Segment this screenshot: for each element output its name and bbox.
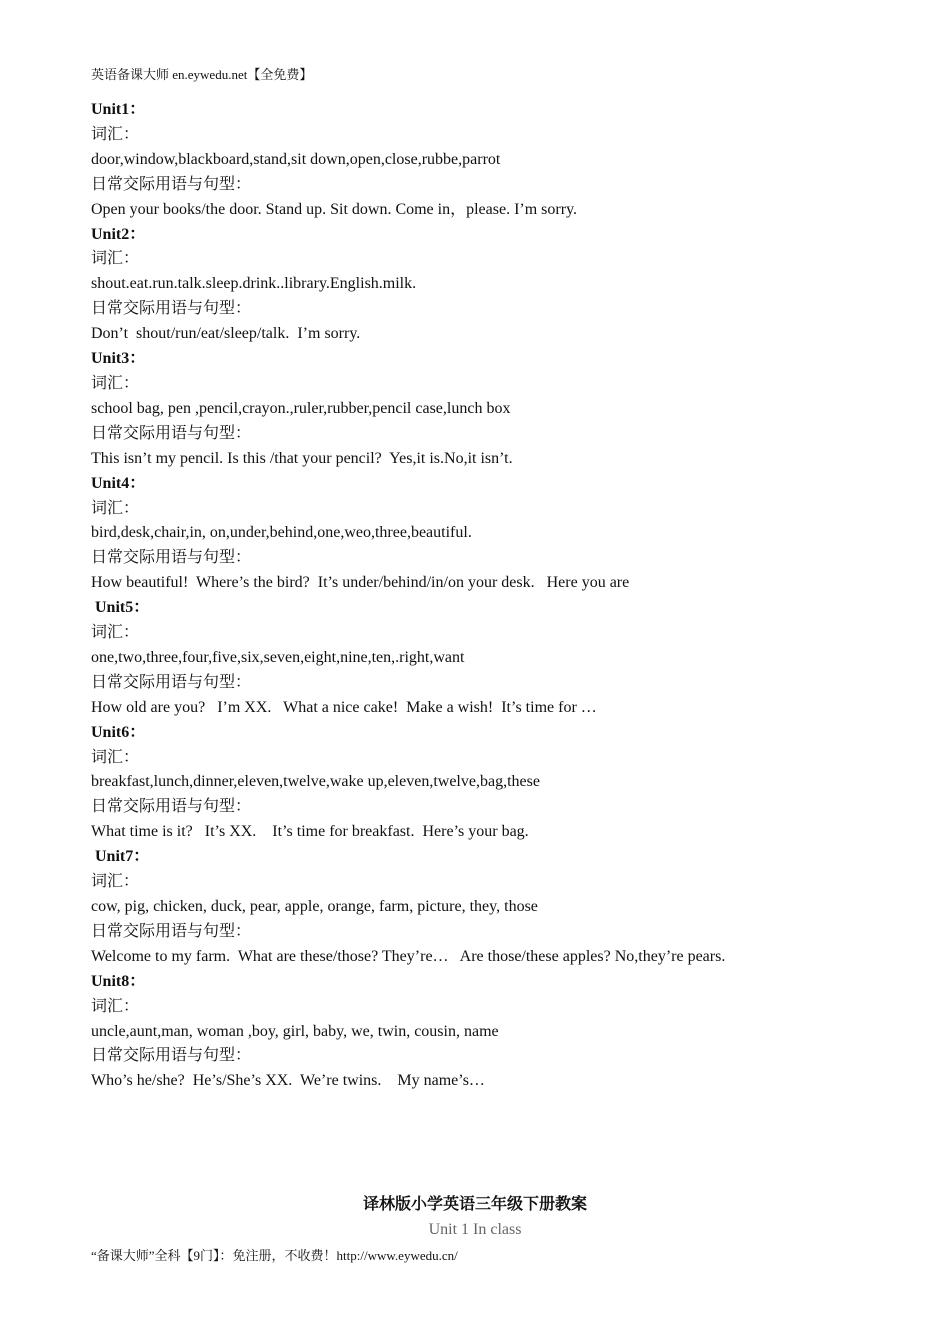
unit-title: Unit4： [91,474,146,492]
vocab-label: 词汇： [91,748,140,766]
lesson-subtitle: Unit 1 In class [428,1221,522,1238]
unit-title: Unit5： [95,599,150,617]
phrases-text: What time is it? It’s XX. It’s time for breakfast. Here’s your bag. [91,823,529,841]
unit-list [91,98,911,1094]
vocab-text: bird,desk,chair,in, on,under,behind,one,weo,three,beautiful. [91,524,472,542]
page-header: 英语备课大师 en.eywedu.net【全免费】 [91,67,313,82]
phrases-label: 日常交际用语与句型： [91,175,252,193]
phrases-label: 日常交际用语与句型： [91,549,252,567]
phrases-label: 日常交际用语与句型： [91,300,252,318]
phrases-text: How old are you? I’m XX. What a nice cake! Make a wish! It’s time for … [91,698,597,716]
vocab-text: breakfast,lunch,dinner,eleven,twelve,wake up,eleven,twelve,bag,these [91,773,540,791]
phrases-text: Welcome to my farm. What are these/those? They’re… Are those/these apples? No,they’re pears. [91,947,726,965]
vocab-label: 词汇： [91,873,140,891]
vocab-text: uncle,aunt,man, woman ,boy, girl, baby, we, twin, cousin, name [91,1022,499,1040]
vocab-text: door,window,blackboard,stand,sit down,open,close,rubbe,parrot [91,150,501,168]
unit-title: Unit6： [91,723,146,741]
phrases-text: Open your books/the door. Stand up. Sit down. Come in，please. I’m sorry. [91,200,578,218]
phrases-text: This isn’t my pencil. Is this /that your pencil? Yes,it is.No,it isn’t. [91,449,513,467]
phrases-label: 日常交际用语与句型： [91,424,252,442]
unit-title: Unit1： [91,101,146,118]
phrases-text: Who’s he/she? He’s/She’s XX. We’re twins. My name’s… [91,1072,485,1090]
unit-title: Unit2： [91,225,146,243]
unit-title: Unit7： [95,848,150,866]
vocab-label: 词汇： [91,997,140,1015]
lesson-plan-title: 译林版小学英语三年级下册教案 [362,1196,587,1213]
vocab-label: 词汇： [91,250,140,268]
phrases-label: 日常交际用语与句型： [91,798,252,816]
vocab-label: 词汇： [91,125,140,143]
unit-title: Unit8： [91,972,146,990]
unit-title: Unit3： [91,350,146,368]
vocab-label: 词汇： [91,374,140,392]
vocab-text: cow, pig, chicken, duck, pear, apple, orange, farm, picture, they, those [91,898,538,915]
vocab-label: 词汇： [91,624,140,642]
phrases-text: How beautiful! Where’s the bird? It’s under/behind/in/on your desk. Here you are [91,574,630,592]
phrases-text: Don’t shout/run/eat/sleep/talk. I’m sorry. [91,325,361,343]
vocab-label: 词汇： [91,499,140,517]
vocab-text: school bag, pen ,pencil,crayon.,ruler,rubber,pencil case,lunch box [91,399,511,417]
vocab-text: shout.eat.run.talk.sleep.drink..library.English.milk. [91,275,417,293]
page-footer-note: “备课大师”全科【9门】：免注册，不收费！http://www.eywedu.cn/ [91,1248,458,1263]
phrases-label: 日常交际用语与句型： [91,922,252,940]
phrases-label: 日常交际用语与句型： [91,1047,252,1065]
vocab-text: one,two,three,four,five,six,seven,eight,nine,ten,.right,want [91,648,465,666]
phrases-label: 日常交际用语与句型： [91,673,252,691]
